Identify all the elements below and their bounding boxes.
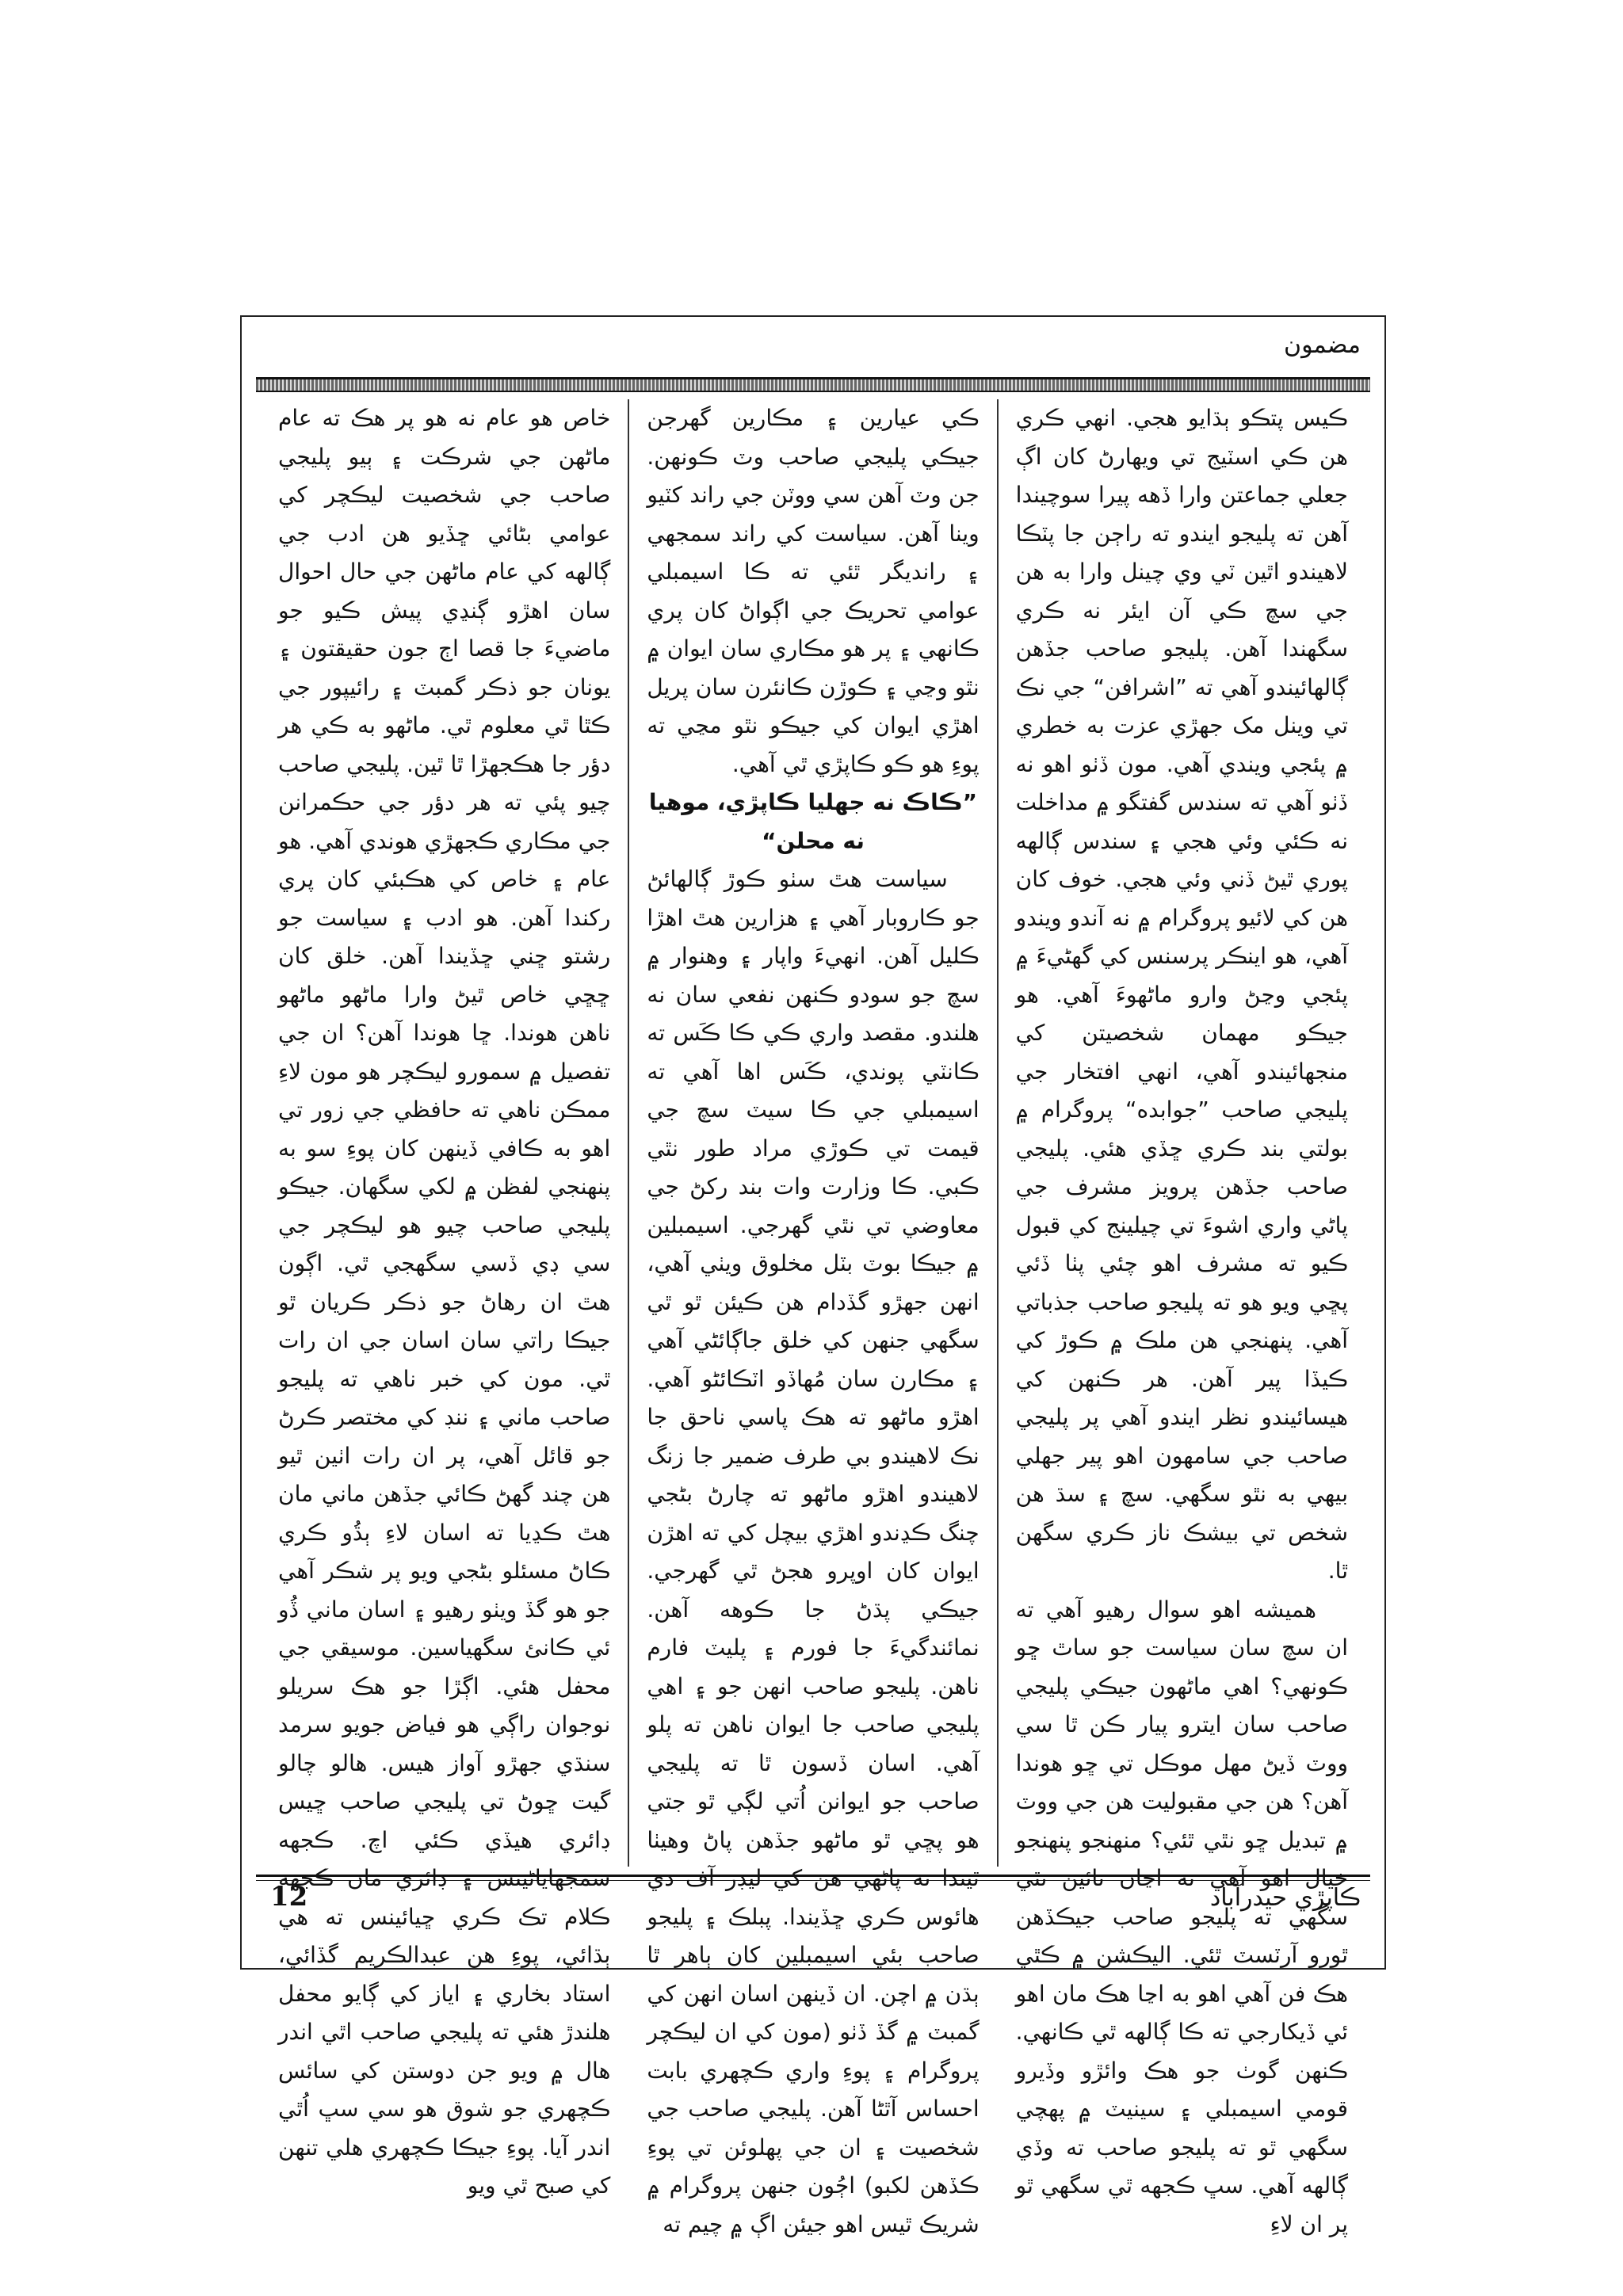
page-frame — [240, 315, 1386, 2237]
top-rule — [256, 377, 1370, 392]
column-middle-paragraph-2: سياست هٿ سٺو ڪوڙ ڳالهائڻ جو ڪاروبار آهي ۽ هزارين هٿ اهڙا ڪليل آهن. انهيءَ واپار ۽ وهنوار ۾ سچ جو سودو ڪنهن نفعي سان نه هلندو. مقصد واري ڪي ڪا ڪَس ته ڪانٽي پوندي، ڪَس اها آهي ته اسيمبلي جي ڪا سيٽ سچ جي قيمت تي ڪوڙي مراد طور نٿي ڪبي. ڪا وزارت وات بند رکڻ جي معاوضي تي نٿي گهرجي. اسيمبلين ۾ جيڪا بوٽ بٽل مخلوق ويٺي آهي، انهن جهڙو گڏدام هن ڪيئن ٿو ٿي سگهي جنهن کي خلق جاڳائڻي آهي ۽ مڪارن سان مُهاڏو اٽڪائڻو آهي. اهڙو ماڻهو ته هڪ پاسي ناحق جا نڪ لاهيندو بي طرف ضمير جا زنگ لاهيندو اهڙو ماڻهو ته چارڻ بڻجي چنگ ڪڍندو اهڙي بيچل کي ته اهڙن ايوان کان اوپرو هجڻ ٿي گهرجي. جيڪي پڌڻ جا ڪوهه آهن. نمائندگيءَ جا فورم ۽ پليٽ فارم ناهن. پليجو صاحب انهن جو ۽ اهي پليجي صاحب جا ايوان ناهن ته پلو آهي. اسان ڏسون ٿا ته پليجي صاحب جو ايوانن اُتي لڳي ٿو جتي هو پڇي ٿو ماڻهو جڏهن پاڻ وهيٺا ٿيندا ته پاڻهي هن کي ليڊر آف دي هائوس ڪري ڇڏيندا. پبلڪ ۽ پليجو صاحب بئي اسيمبلين کان ٻاهر ٿا ٻڌن ۾ اچن. ان ڏينهن اسان انهن کي گمبٽ ۾ گڏ ڏٺو (مون کي ان ليڪچر پروگرام ۽ پوءِ واري ڪچهري بابت احساس آٿڻا آهن. پليجي صاحب جي شخصيت ۽ ان جي پهلوئن تي پوءِ ڪڏهن لکبو) اڄُون جنهن پروگرام ۾ شريڪ ٿيس اهو جيئن اڳ ۾ چيم ته — [647, 866, 980, 2237]
column-left-paragraph-1: خاص هو عام نه هو پر هڪ ته عام ماڻهن جي شرڪت ۽ ٻيو پليجي صاحب جي شخصيت ليڪچر کي عوامي بڻائي ڇڏيو هن ادب جي ڳالهه کي عام ماڻهن جي حال احوال سان اهڙو ڳنڍي پيش ڪيو جو ماضيءَ جا قصا اڄ جون حقيقتون ۽ يونان جو ذڪر گمبٽ ۽ رائيپور جي ڪٿا ٿي معلوم ٿي. ماڻهو به ڪي هر دؤر جا هڪجهڙا ٿا ٿين. پليجي صاحب چيو پئي ته هر دؤر جي حڪمرانن جي مڪاري ڪجهڙي هوندي آهي. هو عام ۽ خاص کي هڪبئي کان پري رکندا آهن. هو ادب ۽ سياست جو رشتو ڇني ڇڏيندا آهن. خلق کان ڇڇي خاص ٿيڻ وارا ماڻهو ماڻهو ناهن هوندا. ڇا هوندا آهن؟ ان جي تفصيل ۾ سمورو ليڪچر هو مون لاءِ ممڪن ناهي ته حافظي جي زور تي اهو به ڪافي ڏينهن کان پوءِ سو به پنهنجي لفظن ۾ لکي سگهان. جيڪو پليجي صاحب چيو هو ليڪچر جي سي ڊي ڏسي سگهجي ٿي. اڳون هٿ ان رهاڻ جو ذڪر ڪريان ٿو جيڪا راتي سان اسان جي ان رات ٿي. مون کي خبر ناهي ته پليجو صاحب ماني ۽ ننڊ کي مختصر ڪرڻ جو قائل آهي، پر ان رات اٺين ٿيو هن چند گهڻ ڪائي جڏهن ماني مان هٿ ڪڍيا ته اسان لاءِ ٻڌُو ڪري ڪاڻ مسئلو بڻجي ويو پر شڪر آهي جو هو گڏ ويٺو رهيو ۽ اسان ماني ڏُو ئي ڪانئ سگهياسين. موسيقي جي محفل هئي. اڳڙا جو هڪ سريلو نوجوان راڳي هو فياض جويو سرمد سنڌي جهڙو آواز هيس. هالو چالو گيت ڇوڻ تي پليجي صاحب ڇيس ڊائري هيڏي ڪئي اچ. ڪجهه سمجهاياڻينس ۽ ڊائري مان ڪجهه ڪلام تڪ ڪري ڇيائينس ته هي ٻڌائي، پوءِ هن عبدالڪريم گڏائي، استاد بخاري ۽ اياز کي ڳايو محفل هلندڙ هئي ته پليجي صاحب اٿي اندر هال ۾ ويو جن دوستن کي سائس ڪچهري جو شوق هو سي سڀ اُٿي اندر آيا. پوءِ جيڪا ڪچهري هلي تنهن کي صبح ٿي ويو — [278, 405, 611, 2199]
footer-publication-title: ڪاپڙي حيدرآباد — [1209, 1884, 1361, 1912]
section-label: مضمون — [1284, 331, 1361, 359]
column-right-paragraph-1: ڪيس پتڪو ٻڌايو هجي. انهي ڪري هن ڪي اسٽيج تي ويهارڻ کان اڳ جعلي جماعتن وارا ڏهه پيرا سوچيندا آهن ته پليجو ايندو ته راڄن جا پٽڪا لاهيندو اٿين ٽي وي چينل وارا به هن جي سچ ڪي آن ايئر نه ڪري سگهندا آهن. پليجو صاحب جڏهن ڳالهائيندو آهي ته ”اشرافن“ جي نڪ تي وينل مک جهڙي عزت به خطري ۾ پئجي ويندي آهي. مون ڏٺو اهو نه ڏٺو آهي ته سندس گفتگو ۾ مداخلت نه ڪئي وئي هجي ۽ سندس ڳالهه پوري ٿيڻ ڏني وئي هجي. خوف کان هن کي لائيو پروگرام ۾ نه آندو ويندو آهي، هو اينڪر پرسنس کي گهڻيءَ ۾ پئجي وڃڻ وارو ماڻهوءَ آهي. هو جيڪو مهمان شخصيتن کي منجهائيندو آهي، انهي افتخار جي پليجي صاحب ”جوابده“ پروگرام ۾ بولتي بند ڪري ڇڏي هئي. پليجي صاحب جڏهن پرويز مشرف جي پاڻي واري اشوءَ تي چيلينج کي قبول ڪيو ته مشرف اهو چئي پٺا ڏئي پڇي ويو هو ته پليجو صاحب جذباتي آهي. پنهنجي هن ملڪ ۾ ڪوڙ کي ڪيڏا پير آهن. هر ڪنهن کي هيسائيندو نظر ايندو آهي پر پليجي صاحب جي سامهون اهو پير جهلي بيهي به نٿو سگهي. سچ ۽ سڌ هن شخص تي بيشڪ ناز ڪري سگهن ٿا. — [1015, 405, 1348, 1584]
column-middle-paragraph-1: ڪي عيارين ۽ مڪارين گهرجن جيڪي پليجي صاحب وٽ ڪونهن. جن وٽ آهن سي ووٽن جي راند کٽيو وينا آهن. سياست کي راند سمجهي ۽ رانديگر ٿئي ته ڪا اسيمبلي عوامي تحريڪ جي اڳواڻ کان پري ڪانهي ۽ پر هو مڪاري سان ايوان ۾ نٿو وڃي ۽ ڪوڙن ڪانئرن سان پريل اهڙي ايوان کي جيڪو نٿو مڃي ته پوءِ هو ڪو ڪاپڙي ٿي آهي. — [647, 405, 980, 777]
bottom-rule — [256, 1875, 1370, 1881]
column-right-paragraph-2: هميشه اهو سوال رهيو آهي ته ان سچ سان سياست جو ساٿ ڇو ڪونهي؟ اهي ماڻهون جيڪي پليجي صاحب سان ايترو پيار ڪن ٿا سي ووٽ ڏيڻ مهل موڪل تي ڇو هوندا آهن؟ هن جي مقبوليت هن جي ووٽ ۾ تبديل ڇو نٿي ٿئي؟ منهنجو پنهنجو خيال اهو آهي ته اڃان تائين نٿي سگهي ته پليجو صاحب جيڪڏهن ٿورو آرٽسٽ ٿئي. اليڪشن ۾ ڪٿي هڪ فن آهي اهو به اڃا هڪ مان اهو ئي ڏيکارجي ته ڪا ڳالهه ٿي ڪانهي. ڪنهن گوٺ جو هڪ وائڙو وڏيرو قومي اسيمبلي ۽ سينيٽ ۾ پهچي سگهي ٿو ته پليجو صاحب ته وڏي ڳالهه آهي. سڀ ڪجهه ٿي سگهي ٿو پر ان لاءِ — [1015, 1596, 1348, 2237]
column-middle — [629, 399, 998, 2237]
column-middle-heading: ”ڪاڪ نه جهليا ڪاپڙي، موهيا نه محلن“ — [648, 789, 978, 854]
page-number: 12 — [270, 1881, 308, 1913]
